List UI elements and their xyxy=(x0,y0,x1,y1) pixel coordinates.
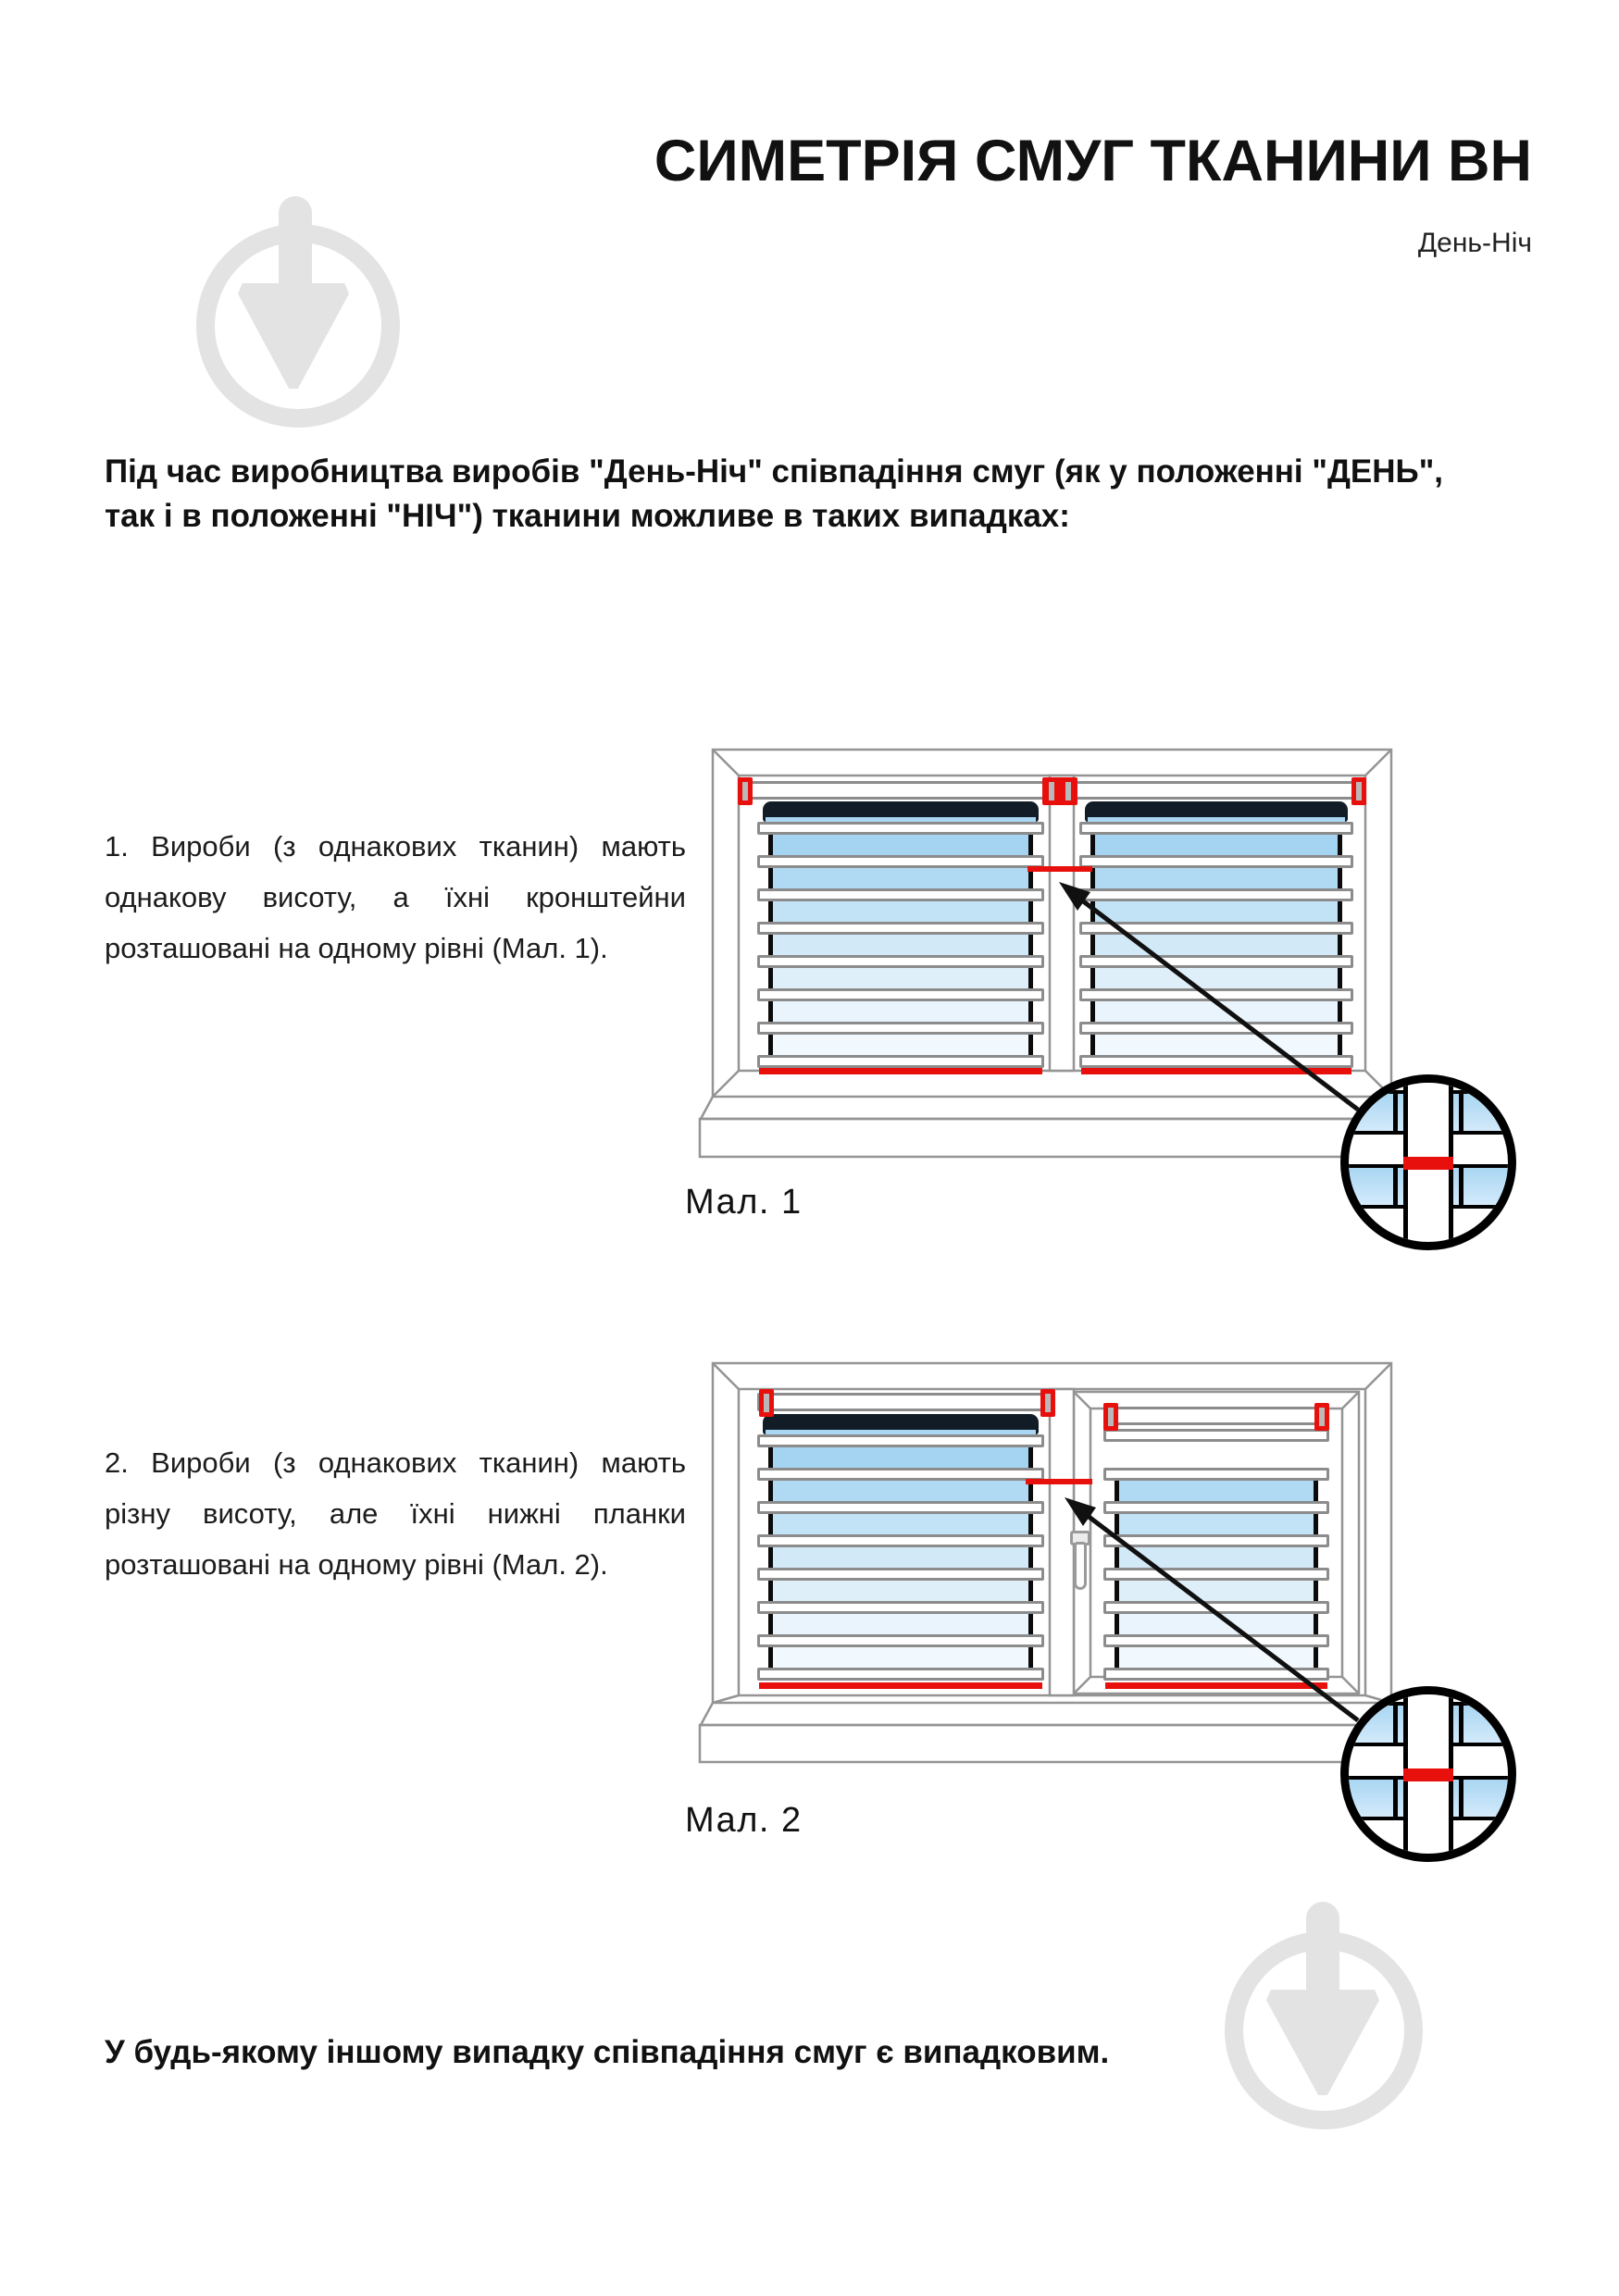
bracket-slot xyxy=(1045,1394,1051,1412)
blind-slat xyxy=(1079,922,1353,935)
magnifier-edge-tick xyxy=(1459,1164,1463,1209)
page-subtitle: День-Ніч xyxy=(1417,228,1532,258)
blind-fabric-stripe xyxy=(768,968,1033,988)
blind-dark-stripe xyxy=(1085,801,1348,822)
magnifier-edge-tick xyxy=(1393,1776,1398,1820)
stripe-edge-tick xyxy=(1314,1614,1318,1634)
stripe-edge-tick xyxy=(1115,1614,1119,1634)
intro-paragraph xyxy=(105,450,1535,540)
stripe-edge-tick xyxy=(1338,935,1342,955)
blind-fabric-stripe xyxy=(768,901,1033,922)
blind-fabric-stripe xyxy=(1115,1581,1318,1601)
blind-fabric-stripe xyxy=(768,1647,1033,1668)
stripe-edge-tick xyxy=(1338,901,1342,922)
stripe-edge-tick xyxy=(1028,1447,1033,1468)
blind-slat xyxy=(757,1568,1044,1581)
blind-slat xyxy=(1079,855,1353,868)
magnifier-detail xyxy=(1340,1686,1516,1862)
bracket-slot xyxy=(1108,1408,1114,1426)
figure-1-window-diagram xyxy=(685,740,1518,1282)
blind-slat xyxy=(1103,1468,1329,1481)
stripe-edge-tick xyxy=(1090,968,1095,988)
blind-slat xyxy=(1103,1429,1329,1442)
stripe-edge-tick xyxy=(768,1001,773,1022)
magnifier-red-marker xyxy=(1403,1157,1453,1170)
blind-bottom-bar xyxy=(759,1682,1042,1689)
blind-slat xyxy=(757,988,1044,1001)
blind-fabric-stripe xyxy=(1090,1035,1342,1055)
stripe-edge-tick xyxy=(1338,835,1342,855)
blind-fabric-stripe xyxy=(1090,868,1342,888)
stripe-edge-tick xyxy=(1314,1514,1318,1534)
stripe-edge-tick xyxy=(1314,1547,1318,1568)
blind-slat xyxy=(757,855,1044,868)
blind-bottom-bar xyxy=(1081,1068,1351,1074)
frame-bevel-line xyxy=(713,750,739,776)
blind-slat xyxy=(757,1534,1044,1547)
blind-slat xyxy=(1103,1501,1329,1514)
blind-fabric-stripe xyxy=(768,1581,1033,1601)
roller-blind xyxy=(1103,1359,1329,1900)
mount-bracket xyxy=(1042,777,1077,805)
roller-blind xyxy=(1079,740,1353,1282)
blind-fabric-stripe xyxy=(768,1035,1033,1055)
blind-fabric-stripe xyxy=(1090,968,1342,988)
stripe-edge-tick xyxy=(1028,1001,1033,1022)
magnifier-edge-tick xyxy=(1393,1702,1398,1746)
blind-fabric-stripe xyxy=(1090,835,1342,855)
bracket-slot xyxy=(1049,782,1054,800)
magnifier-edge-tick xyxy=(1393,1090,1398,1135)
blind-slat xyxy=(757,922,1044,935)
blind-slat xyxy=(757,1022,1044,1035)
blind-fabric-stripe xyxy=(1115,1547,1318,1568)
blind-fabric-stripe xyxy=(768,868,1033,888)
stripe-edge-tick xyxy=(1338,1001,1342,1022)
stripe-edge-tick xyxy=(1028,1614,1033,1634)
stripe-edge-tick xyxy=(1028,968,1033,988)
frame-bevel-line xyxy=(713,1363,739,1389)
blind-slat xyxy=(1079,888,1353,901)
blind-headrail xyxy=(1103,1407,1329,1425)
stripe-edge-tick xyxy=(1314,1581,1318,1601)
stripe-edge-tick xyxy=(1028,1647,1033,1668)
blind-slat xyxy=(1079,955,1353,968)
footer-note: У будь-якому іншому випадку співпадіння смуг є випадковим. xyxy=(105,2034,1110,2070)
frame-bevel-line xyxy=(1365,1363,1391,1389)
stripe-edge-tick xyxy=(1028,1581,1033,1601)
magnifier-red-marker xyxy=(1403,1769,1453,1781)
page-title: СИМЕТРІЯ СМУГ ТКАНИНИ ВН xyxy=(654,129,1532,193)
bracket-slot xyxy=(1319,1408,1325,1426)
mount-bracket xyxy=(1103,1403,1118,1431)
magnifier-edge-tick xyxy=(1459,1776,1463,1820)
sash-bevel-line xyxy=(1342,1392,1359,1409)
stripe-edge-tick xyxy=(1090,1001,1095,1022)
sill-bevel-line xyxy=(701,1097,713,1119)
blind-fabric-stripe xyxy=(1115,1647,1318,1668)
blind-slat xyxy=(757,888,1044,901)
magnifier-detail xyxy=(1340,1074,1516,1250)
blind-slat xyxy=(1103,1601,1329,1614)
stripe-edge-tick xyxy=(768,1581,773,1601)
blind-slat xyxy=(757,1668,1044,1681)
blind-dark-stripe xyxy=(763,801,1039,822)
blind-fabric-stripe xyxy=(768,1001,1033,1022)
blind-slat xyxy=(757,1434,1044,1447)
stripe-edge-tick xyxy=(1338,1035,1342,1055)
stripe-edge-tick xyxy=(768,1647,773,1668)
sill-bevel-line xyxy=(701,1703,713,1725)
blind-slat xyxy=(757,955,1044,968)
stripe-edge-tick xyxy=(1115,1481,1119,1501)
stripe-edge-tick xyxy=(1028,835,1033,855)
figure-2-label: Мал. 2 xyxy=(685,1801,803,1840)
case-1-text: 1. Вироби (з однакових тканин) мають однакову висоту, а їхні кронштейни розташовані на одному рівні (Мал. 1). xyxy=(105,830,686,964)
bracket-slot xyxy=(764,1394,769,1412)
stripe-edge-tick xyxy=(768,835,773,855)
blind-fabric-stripe xyxy=(768,1447,1033,1468)
blind-fabric-stripe xyxy=(768,835,1033,855)
sash-bevel-line xyxy=(1074,1677,1090,1694)
figure-2-window-diagram xyxy=(685,1359,1518,1900)
stripe-edge-tick xyxy=(768,968,773,988)
stripe-edge-tick xyxy=(768,1514,773,1534)
blind-slat xyxy=(1079,822,1353,835)
intro-line-1: Під час виробництва виробів "День-Ніч" співпадіння смуг (як у положенні "ДЕНЬ", xyxy=(105,453,1444,490)
stripe-edge-tick xyxy=(1115,1514,1119,1534)
stripe-edge-tick xyxy=(1028,935,1033,955)
stripe-edge-tick xyxy=(1028,1514,1033,1534)
blind-fabric-stripe xyxy=(1115,1481,1318,1501)
blind-slat xyxy=(1079,1055,1353,1068)
blind-slat xyxy=(1079,1022,1353,1035)
stripe-edge-tick xyxy=(1338,868,1342,888)
magnifier-edge-tick xyxy=(1459,1090,1463,1135)
frame-bevel-line xyxy=(1365,750,1391,776)
stripe-edge-tick xyxy=(1338,968,1342,988)
stripe-edge-tick xyxy=(1090,935,1095,955)
figure-1-label: Мал. 1 xyxy=(685,1183,803,1222)
magnifier-edge-tick xyxy=(1393,1164,1398,1209)
blind-fabric-stripe xyxy=(768,935,1033,955)
stripe-edge-tick xyxy=(768,1481,773,1501)
blind-dark-stripe xyxy=(763,1414,1039,1434)
blind-fabric-stripe xyxy=(768,1481,1033,1501)
alignment-marker-line xyxy=(1026,1479,1092,1484)
blind-slat xyxy=(757,1601,1044,1614)
blind-slat xyxy=(757,822,1044,835)
sash-bevel-line xyxy=(1342,1677,1359,1694)
stripe-edge-tick xyxy=(768,901,773,922)
blind-fabric-stripe xyxy=(768,1547,1033,1568)
mount-bracket xyxy=(1040,1389,1055,1417)
blind-headrail xyxy=(757,1393,1044,1411)
blind-slat xyxy=(1103,1534,1329,1547)
blind-fabric-stripe xyxy=(768,1514,1033,1534)
blind-fabric-stripe xyxy=(1090,935,1342,955)
mount-bracket xyxy=(1314,1403,1329,1431)
window-handle-icon xyxy=(1074,1542,1087,1590)
blind-fabric-stripe xyxy=(1115,1514,1318,1534)
sash-bevel-line xyxy=(1074,1392,1090,1409)
mount-bracket xyxy=(759,1389,774,1417)
blind-bottom-bar xyxy=(759,1068,1042,1074)
intro-line-2: так і в положенні "НІЧ") тканини можливе в таких випадках: xyxy=(105,498,1070,535)
stripe-edge-tick xyxy=(768,1547,773,1568)
blind-slat xyxy=(757,1501,1044,1514)
case-2-text: 2. Вироби (з однакових тканин) мають різну висоту, але їхні нижні планки розташовані на одному рівні (Мал. 2). xyxy=(105,1446,686,1581)
blind-fabric-stripe xyxy=(1115,1614,1318,1634)
bracket-slot xyxy=(1356,782,1362,800)
stripe-edge-tick xyxy=(1028,1035,1033,1055)
stripe-edge-tick xyxy=(768,868,773,888)
stripe-edge-tick xyxy=(768,1614,773,1634)
stripe-edge-tick xyxy=(1090,1035,1095,1055)
blind-bottom-bar xyxy=(1105,1682,1327,1689)
blind-fabric-stripe xyxy=(768,1614,1033,1634)
bracket-slot xyxy=(1065,782,1071,800)
stripe-edge-tick xyxy=(768,1035,773,1055)
frame-bevel-line xyxy=(713,1071,739,1097)
stripe-edge-tick xyxy=(1028,901,1033,922)
blind-slat xyxy=(757,1055,1044,1068)
stripe-edge-tick xyxy=(1314,1647,1318,1668)
stripe-edge-tick xyxy=(1314,1481,1318,1501)
mount-bracket xyxy=(738,777,753,805)
stripe-edge-tick xyxy=(1115,1581,1119,1601)
blind-slat xyxy=(1103,1568,1329,1581)
alignment-marker-line xyxy=(1027,866,1092,872)
mount-bracket xyxy=(1351,777,1366,805)
stripe-edge-tick xyxy=(768,935,773,955)
blind-slat xyxy=(1103,1668,1329,1681)
blind-fabric-stripe xyxy=(1090,901,1342,922)
blind-slat xyxy=(757,1468,1044,1481)
window-mullion xyxy=(1050,776,1074,1071)
blind-slat xyxy=(757,1634,1044,1647)
magnifier-edge-tick xyxy=(1459,1702,1463,1746)
blind-slat xyxy=(1103,1634,1329,1647)
stripe-edge-tick xyxy=(768,1447,773,1468)
stripe-edge-tick xyxy=(1090,835,1095,855)
stripe-edge-tick xyxy=(1090,901,1095,922)
stripe-edge-tick xyxy=(1115,1647,1119,1668)
stripe-edge-tick xyxy=(1115,1547,1119,1568)
blind-slat xyxy=(1079,988,1353,1001)
stripe-edge-tick xyxy=(1028,1547,1033,1568)
blind-fabric-stripe xyxy=(1090,1001,1342,1022)
bracket-slot xyxy=(742,782,748,800)
